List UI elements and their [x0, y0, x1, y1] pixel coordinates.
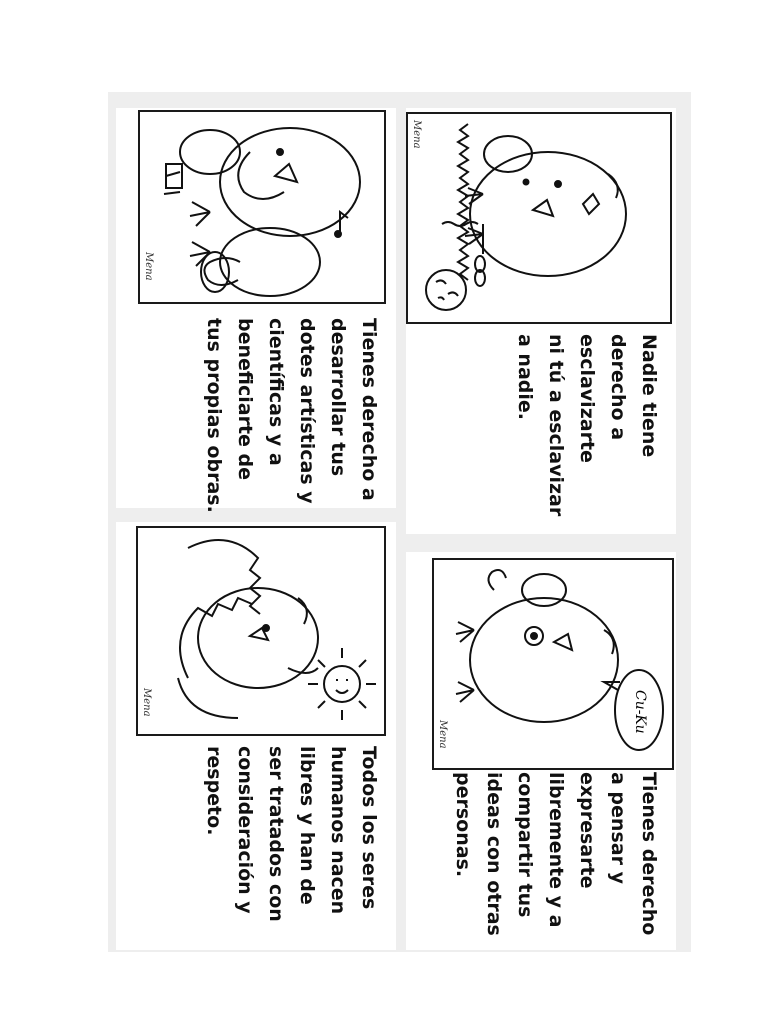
chick-hatching-drawing: [138, 528, 384, 734]
text-line: ser tratados con: [265, 746, 287, 922]
text-line: Todos los seres: [358, 746, 380, 910]
text-line: beneficiarte de: [234, 318, 256, 481]
text-line: libres y han de: [296, 746, 318, 905]
text-line: esclavizarte: [576, 334, 598, 463]
text-line: humanos nacen: [327, 746, 349, 915]
text-line: compartir tus: [514, 772, 536, 918]
text-line: respeto.: [203, 746, 225, 836]
text-line: derecho a: [607, 334, 629, 441]
text-line: personas.: [452, 772, 474, 878]
text-line: ni tú a esclavizar: [545, 334, 567, 517]
text-line: a pensar y: [607, 772, 629, 884]
text-line: Tienes derecho a: [358, 318, 380, 501]
illustration-chick-music: [138, 110, 386, 304]
text-line: desarrollar tus: [327, 318, 349, 477]
signature: Mena: [437, 720, 448, 749]
illustration-chick-speaking: [432, 558, 674, 770]
signature: Mena: [141, 688, 152, 717]
text-line: científicas y a: [265, 318, 287, 466]
chick-speaking-drawing: [434, 560, 672, 768]
text-arts-sciences: [116, 306, 396, 513]
worksheet-sheet: [108, 92, 691, 952]
card-no-slavery: [406, 108, 676, 534]
text-line: tus propias obras.: [203, 318, 225, 513]
text-line: expresarte: [576, 772, 598, 889]
card-born-free: [116, 522, 396, 950]
speech-bubble-text: Cu-Ku: [632, 690, 648, 734]
illustration-chick-hatching: [136, 526, 386, 736]
text-line: a nadie.: [514, 334, 536, 421]
text-line: consideración y: [234, 746, 256, 914]
text-born-free: [116, 746, 396, 946]
text-line: dotes artísticas y: [296, 318, 318, 504]
text-line: ideas con otras: [483, 772, 505, 936]
text-free-expression: [406, 772, 668, 948]
text-line: Nadie tiene: [638, 334, 660, 458]
chick-music-drawing: [140, 112, 384, 302]
card-free-expression: [406, 552, 676, 950]
illustration-chick-chained: [406, 112, 672, 324]
signature: Mena: [143, 252, 154, 281]
signature: Mena: [411, 120, 422, 149]
text-line: libremente y a: [545, 772, 567, 928]
card-arts-sciences: [116, 108, 396, 513]
text-line: Tienes derecho: [638, 772, 660, 936]
chick-chained-drawing: [408, 114, 670, 322]
text-no-slavery: [406, 324, 668, 534]
